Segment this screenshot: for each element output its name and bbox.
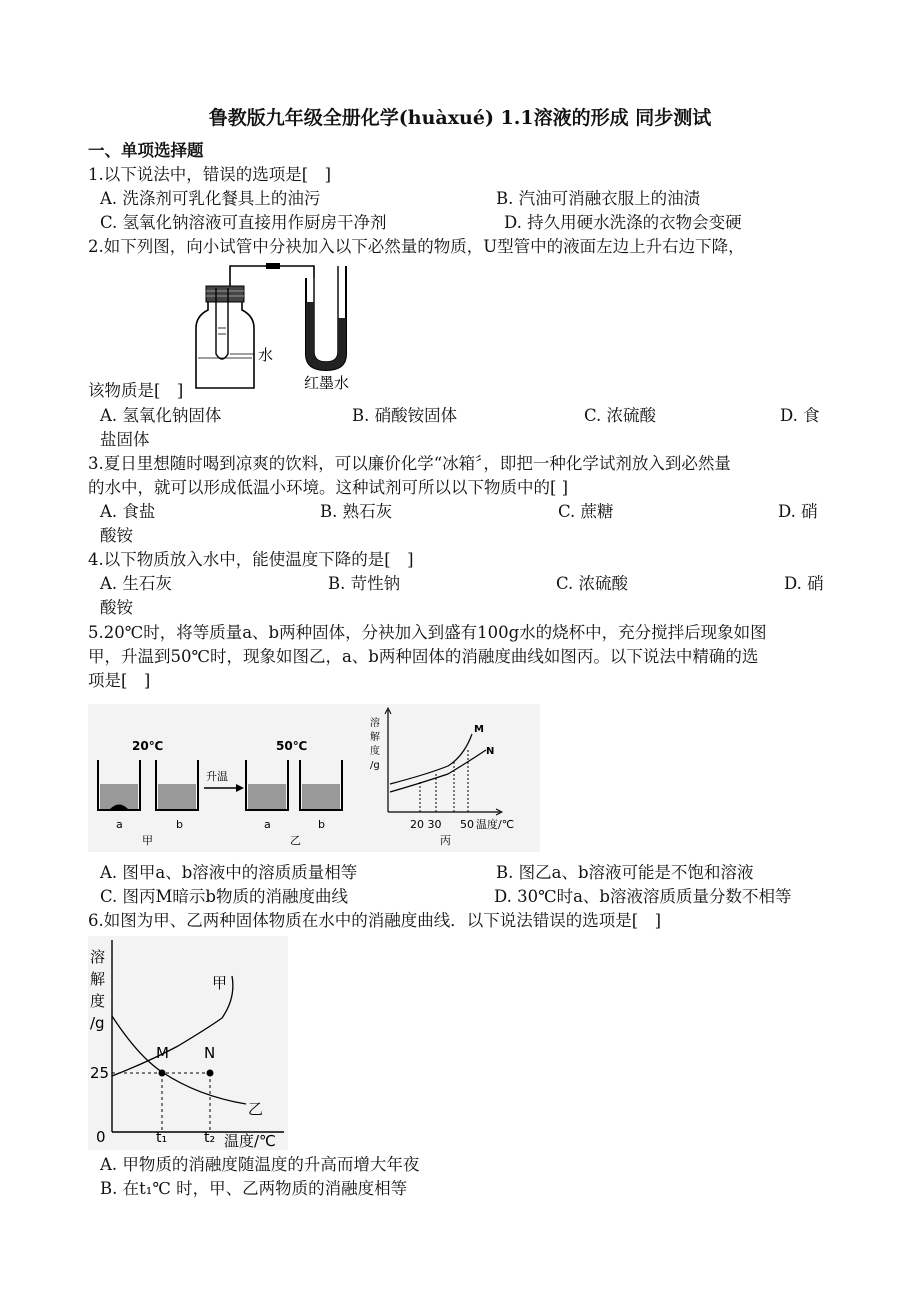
q5-stem-2: 甲，升温到50℃时，现象如图乙，a、b两种固体的消融度曲线如图丙。以下说法中精确的选: [88, 647, 759, 666]
q5-label-n: N: [486, 746, 495, 757]
q5-label-b1: b: [176, 818, 183, 831]
q1-stem: 1.以下说法中，错误的选项是[ ]: [88, 165, 332, 184]
q5-label-50c: 50℃: [276, 739, 308, 753]
q1-option-a[interactable]: A. 洗涤剂可乳化餐具上的油污: [100, 189, 321, 208]
q2-option-a[interactable]: A. 氢氧化钠固体: [100, 406, 222, 425]
point-m: [159, 1070, 166, 1077]
q1-option-d[interactable]: D. 持久用硬水洗涤的衣物会变硬: [504, 213, 742, 232]
q5-label-bing: 丙: [440, 834, 451, 847]
q3-stem: 3.夏日里想随时喝到凉爽的饮料，可以廉价化学“冰箱〞，即把一种化学试剂放入到必然量: [88, 454, 731, 473]
q6-option-a[interactable]: A. 甲物质的消融度随温度的升高而增大年夜: [100, 1155, 420, 1174]
page-title: 鲁教版九年级全册化学(huàxué) 1.1溶液的形成 同步测试: [208, 107, 712, 129]
q6-label-n: N: [204, 1044, 216, 1062]
q5-option-b[interactable]: B. 图乙a、b溶液可能是不饱和溶液: [496, 863, 754, 882]
q2-option-d[interactable]: D. 食: [780, 406, 820, 425]
q5-option-c[interactable]: C. 图丙M暗示b物质的消融度曲线: [100, 887, 348, 906]
q5-ylabel-3: 度: [370, 746, 380, 757]
q3-stem-2: 的水中，就可以形成低温小环境。这种试剂可所以以下物质中的[ ]: [88, 478, 569, 497]
q5-option-d[interactable]: D. 30℃时a、b溶液溶质质量分数不相等: [494, 887, 792, 906]
q5-label-b2: b: [318, 818, 325, 831]
q1-option-b[interactable]: B. 汽油可消融衣服上的油渍: [496, 189, 701, 208]
q5-ticks: 20 30: [410, 818, 442, 831]
q5-stem-3: 项是[ ]: [88, 671, 151, 690]
q6-ylabel-4: /g: [90, 1014, 105, 1032]
q2-apparatus-figure: [192, 258, 364, 396]
q5-label-a1: a: [116, 818, 123, 831]
q5-label-yi: 乙: [290, 834, 301, 847]
q6-option-b[interactable]: B. 在t₁℃ 时，甲、乙两物质的消融度相等: [100, 1179, 408, 1198]
q5-label-20c: 20℃: [132, 739, 164, 753]
q3-option-c[interactable]: C. 蔗糖: [558, 502, 614, 521]
q3-option-b[interactable]: B. 熟石灰: [320, 502, 393, 521]
q5-ylabel-2: 解: [370, 732, 380, 743]
q4-option-a[interactable]: A. 生石灰: [100, 574, 172, 593]
q2-option-b[interactable]: B. 硝酸铵固体: [352, 406, 458, 425]
q5-figure: [88, 704, 540, 852]
q6-origin: 0: [96, 1128, 106, 1146]
q5-ylabel-4: /g: [370, 760, 380, 771]
q5-option-a[interactable]: A. 图甲a、b溶液中的溶质质量相等: [100, 863, 358, 882]
q6-tick-25: 25: [90, 1064, 110, 1082]
q6-ylabel-3: 度: [90, 992, 106, 1010]
q6-tick-t1: t₁: [156, 1130, 168, 1146]
section-heading: 一、单项选择题: [88, 141, 204, 160]
q2-stem-2: 该物质是[ ]: [88, 381, 184, 400]
q4-option-b[interactable]: B. 苛性钠: [328, 574, 401, 593]
q4-option-c[interactable]: C. 浓硫酸: [556, 574, 629, 593]
q5-label-m: M: [474, 724, 484, 735]
q5-label-heat: 升温: [206, 770, 228, 783]
q2-option-d-cont: 盐固体: [100, 430, 150, 449]
q2-option-c[interactable]: C. 浓硫酸: [584, 406, 657, 425]
q2-label-water: 水: [258, 346, 274, 364]
q6-tick-t2: t₂: [204, 1130, 216, 1146]
q5-ylabel-1: 溶: [370, 718, 380, 729]
q4-option-d-cont: 酸铵: [100, 598, 133, 617]
q6-label-jia: 甲: [212, 974, 228, 992]
q5-label-a2: a: [264, 818, 271, 831]
q2-stem: 2.如下列图，向小试管中分袂加入以下必然量的物质，U型管中的液面左边上升右边下降，: [88, 237, 745, 256]
q5-xlabel: 温度/℃: [476, 818, 515, 831]
q6-ylabel-2: 解: [90, 970, 106, 988]
q2-label-ink: 红墨水: [304, 374, 350, 392]
q6-label-yi: 乙: [248, 1100, 264, 1118]
q6-xlabel: 温度/℃: [224, 1132, 276, 1150]
q6-ylabel-1: 溶: [90, 948, 106, 966]
q3-option-d-cont: 酸铵: [100, 526, 133, 545]
q4-option-d[interactable]: D. 硝: [784, 574, 824, 593]
q6-solubility-graph: [88, 936, 288, 1150]
q5-stem: 5.20℃时，将等质量a、b两种固体，分袂加入到盛有100g水的烧杯中，充分搅拌后现象如图: [88, 623, 767, 642]
q5-tick-50: 50: [460, 818, 474, 831]
q4-stem: 4.以下物质放入水中，能使温度下降的是[ ]: [88, 550, 414, 569]
q3-option-d[interactable]: D. 硝: [778, 502, 818, 521]
q3-option-a[interactable]: A. 食盐: [100, 502, 156, 521]
q6-stem: 6.如图为甲、乙两种固体物质在水中的消融度曲线．以下说法错误的选项是[ ]: [88, 911, 662, 930]
point-n: [207, 1070, 214, 1077]
q5-label-jia: 甲: [142, 834, 153, 847]
q1-option-c[interactable]: C. 氢氧化钠溶液可直接用作厨房干净剂: [100, 213, 387, 232]
q6-label-m: M: [156, 1044, 169, 1062]
